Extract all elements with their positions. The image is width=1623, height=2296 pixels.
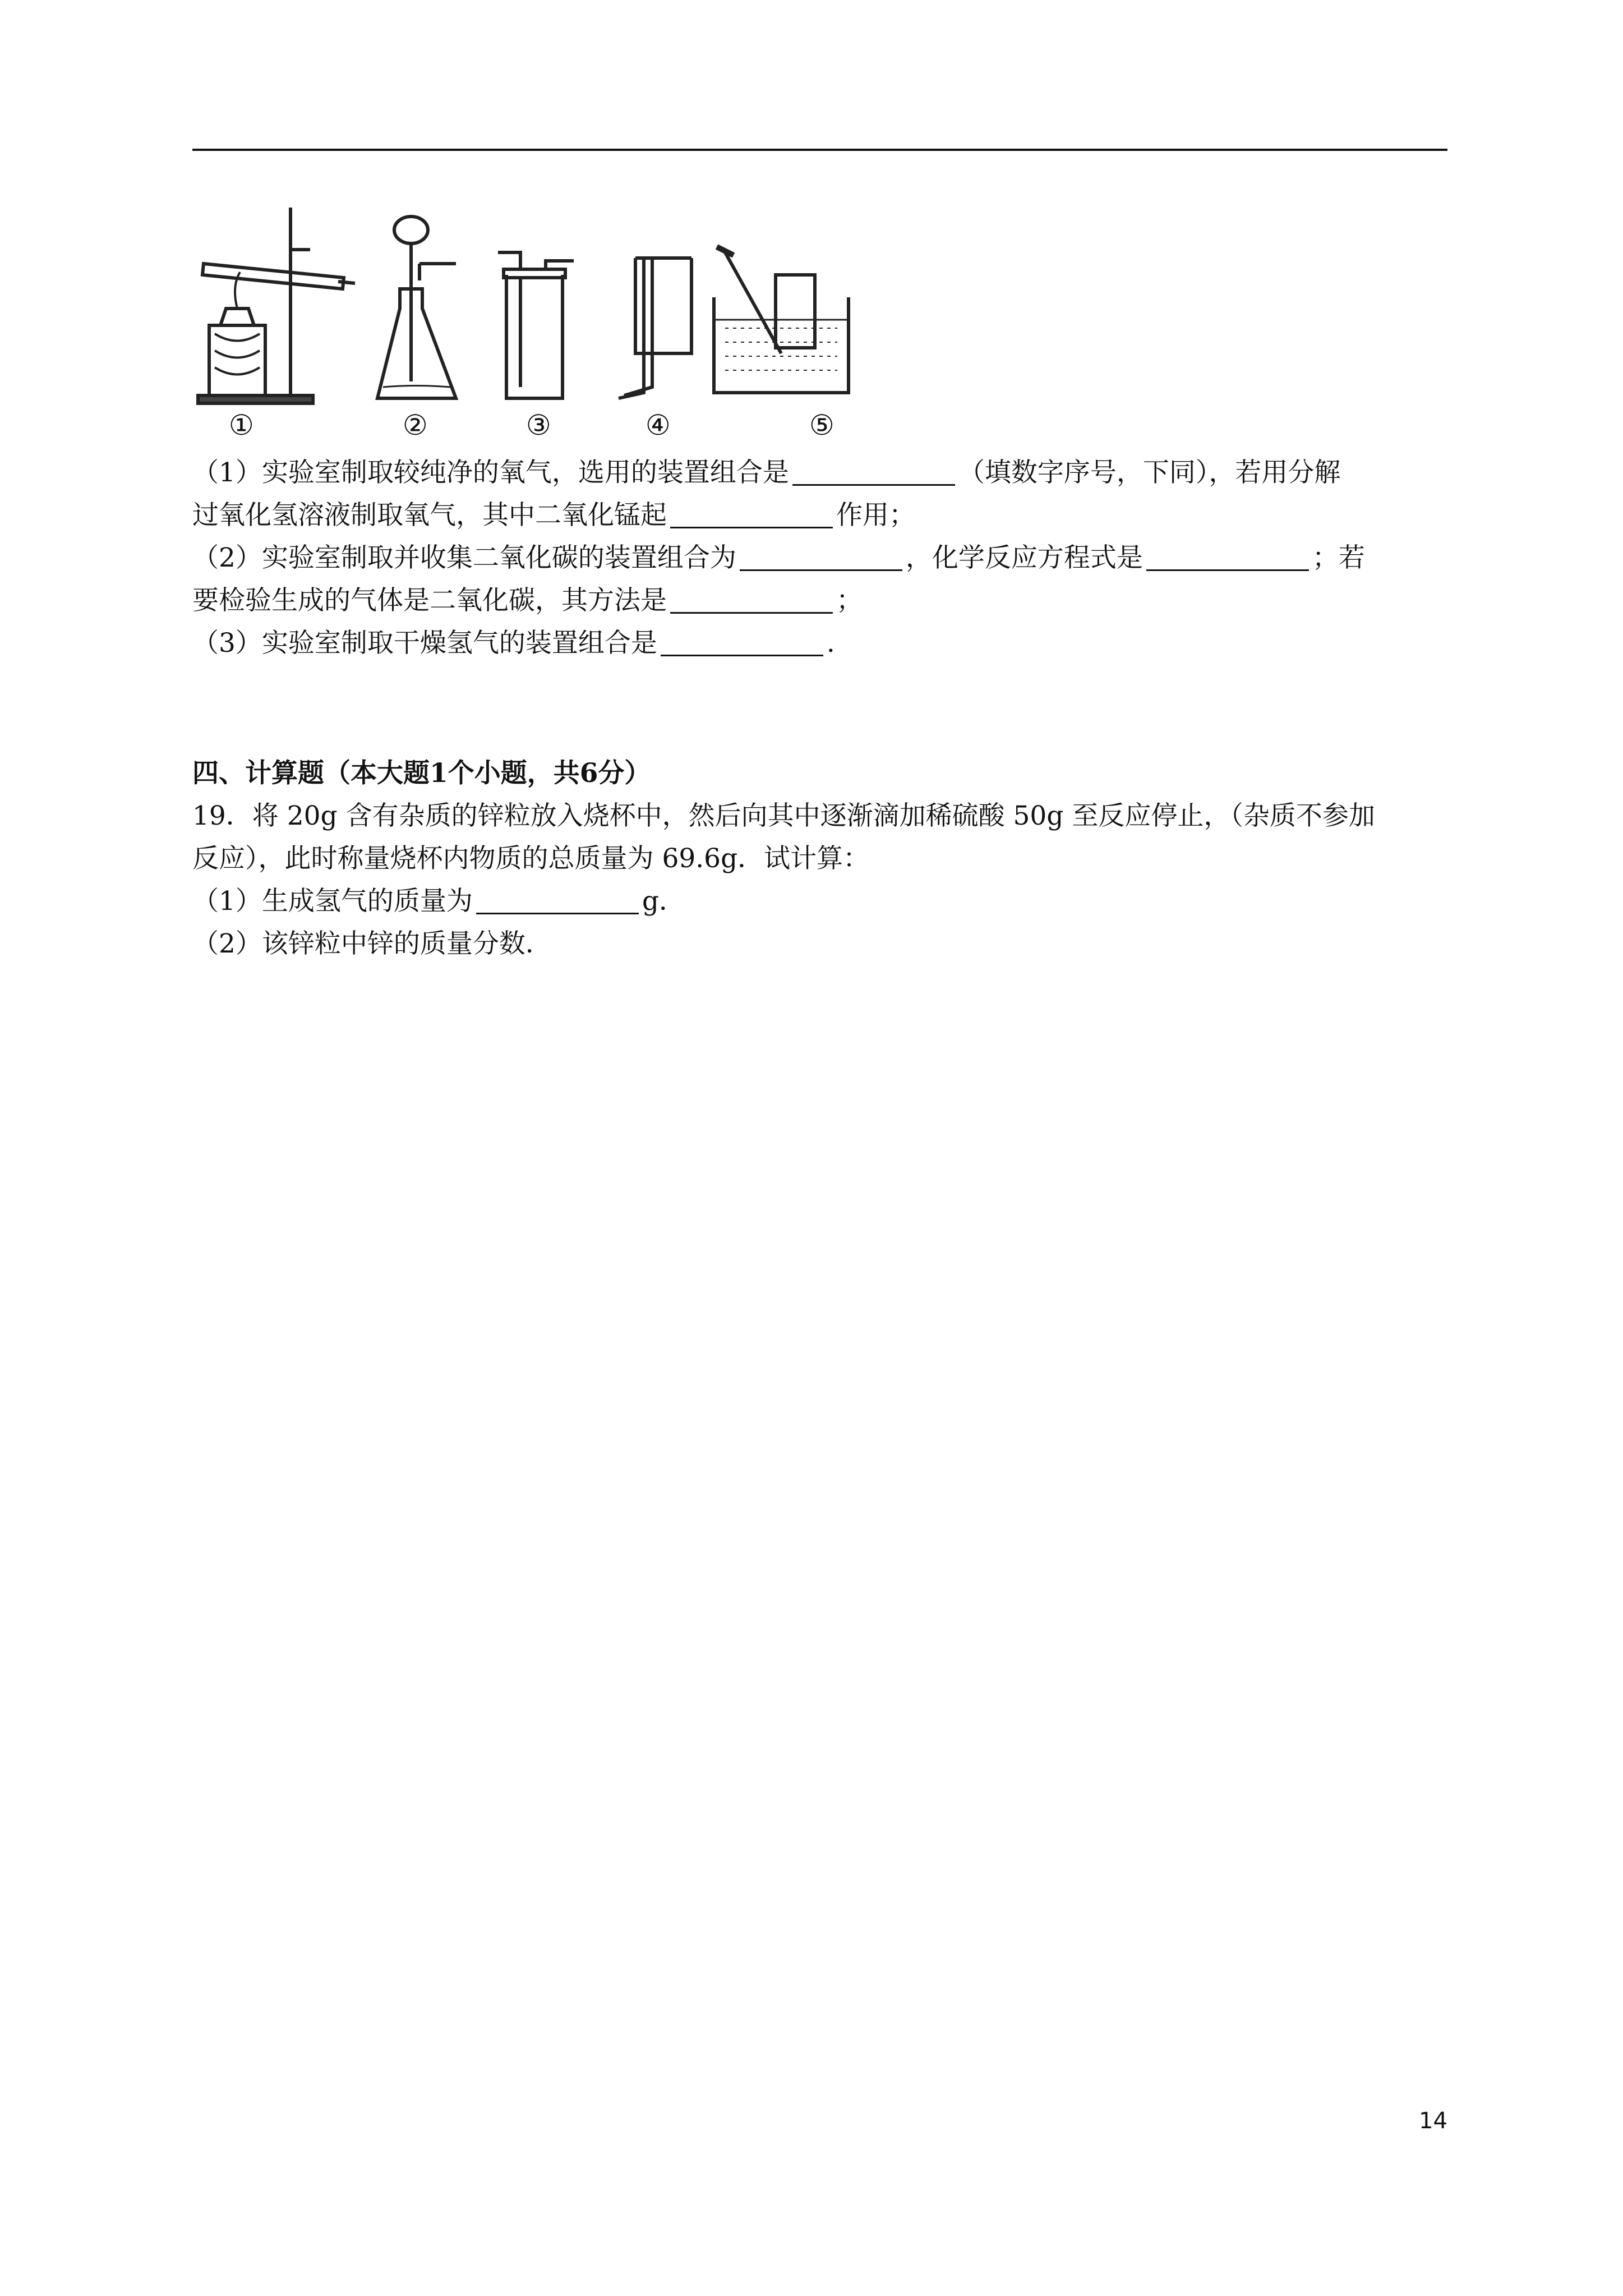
page-number: 14: [1419, 2108, 1447, 2134]
q18-part2-blank-2[interactable]: [1146, 541, 1309, 571]
q18-part2-line1: [192, 541, 1365, 576]
q19-line1: 19．将 20g 含有杂质的锌粒放入烧杯中，然后向其中逐渐滴加稀硫酸 50g 至反应停止，（杂质不参加: [192, 800, 1375, 831]
q19-part1: [192, 884, 685, 919]
header-rule: [192, 149, 1447, 151]
q19-part1-text-b: g．: [642, 886, 685, 917]
q18-part1-text-a: （1）实验室制取较纯净的氧气，选用的装置组合是: [192, 457, 789, 488]
apparatus-3-bottle: [498, 252, 574, 398]
q18-part2-text-c: ；若: [1312, 542, 1365, 573]
q18-part1-text-c: 过氧化氢溶液制取氧气，其中二氧化锰起: [192, 500, 667, 531]
apparatus-4-inverted-bottle: [619, 258, 691, 398]
q19-part1-text-a: （1）生成氢气的质量为: [192, 886, 473, 917]
q18-part1-text-d: 作用；: [836, 500, 915, 531]
q18-part3-line: [192, 626, 835, 661]
q18-part2-text-b: ，化学反应方程式是: [905, 542, 1143, 573]
figure-label-1: ①: [229, 409, 254, 441]
q18-part2-text-a: （2）实验室制取并收集二氧化碳的装置组合为: [192, 542, 736, 573]
q18-part1-line2: [192, 498, 915, 533]
figure-label-5: ⑤: [809, 409, 834, 441]
figure-label-4: ④: [645, 409, 671, 441]
q18-part1-line1: [192, 455, 1340, 490]
q18-part3-blank[interactable]: [661, 627, 823, 656]
q18-part1-blank-2[interactable]: [670, 499, 833, 528]
q19-part1-blank[interactable]: [476, 885, 639, 914]
q19-part2: （2）该锌粒中锌的质量分数．: [192, 928, 552, 959]
q18-part2-text-d: 要检验生成的气体是二氧化碳，其方法是: [192, 585, 667, 616]
figure-label-3: ③: [526, 409, 551, 441]
apparatus-5-water-trough: [714, 247, 849, 393]
q18-part2-text-e: ；: [836, 585, 863, 616]
q18-part2-line2: [192, 583, 863, 618]
section-4-title: 四、计算题（本大题1个小题，共6分）: [192, 758, 651, 789]
figure-label-2: ②: [403, 409, 428, 441]
q18-part1-blank-1[interactable]: [792, 456, 955, 486]
q18-part1-text-b: （填数字序号，下同），若用分解: [958, 457, 1341, 488]
q18-part3-text-b: .: [826, 628, 835, 659]
q19-line2: 反应），此时称量烧杯内物质的总质量为 69.6g．试计算：: [192, 843, 870, 874]
q18-part2-blank-3[interactable]: [670, 584, 833, 614]
q18-part2-blank-1[interactable]: [740, 541, 902, 571]
apparatus-1-heating: [198, 208, 355, 403]
q18-part3-text-a: （3）实验室制取干燥氢气的装置组合是: [192, 628, 657, 659]
apparatus-drawing: [192, 208, 955, 443]
apparatus-figure: [192, 208, 955, 443]
apparatus-2-flask: [377, 217, 456, 398]
